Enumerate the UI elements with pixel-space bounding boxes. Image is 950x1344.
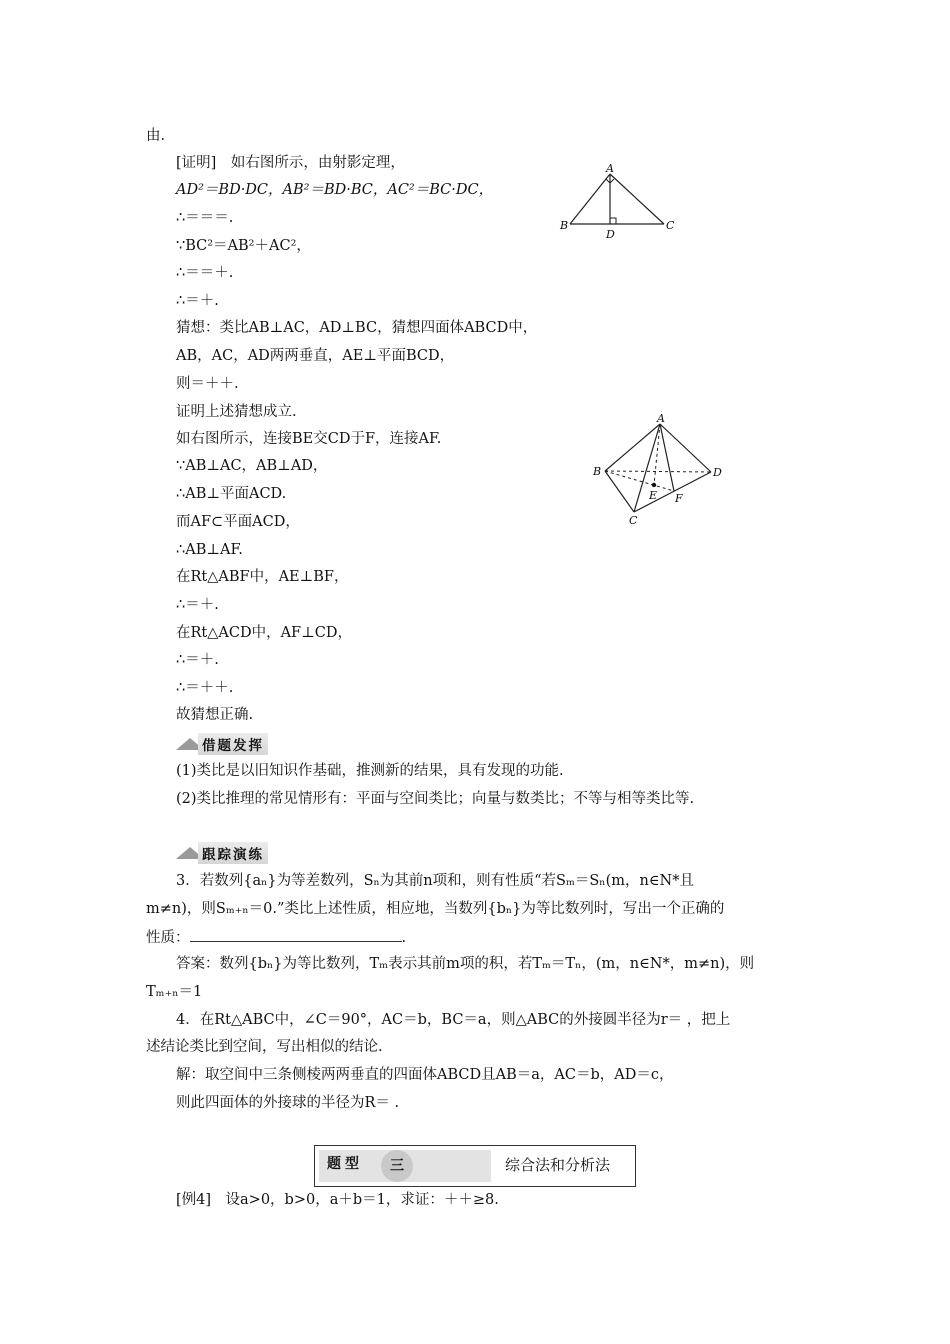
math-line: ∴＝＝＋. [176,265,234,281]
label-C: C [666,219,675,232]
label-B: B [593,465,602,478]
blank-label: 性质： [146,930,190,946]
tetrahedron-figure [585,412,735,530]
math-line: 则＝＋＋. [176,376,239,392]
problem-3-answer-line [146,927,406,948]
section-header-jieti [176,734,268,754]
banner-number: 三 [381,1150,413,1182]
text-line: 故猜想正确. [176,707,254,723]
problem-3-line: 3．若数列{aₙ}为等差数列，Sₙ为其前n项和，则有性质“若Sₘ＝Sₙ(m，n∈N*且 [176,873,694,889]
math-line: ∵AB⊥AC，AB⊥AD， [176,458,328,474]
math-line: AD²＝BD·DC，AB²＝BD·BC，AC²＝BC·DC， [176,182,494,198]
label-D: D [713,466,722,479]
text-line: 猜想：类比AB⊥AC，AD⊥BC，猜想四面体ABCD中， [176,320,538,336]
math-line: ∴＝＋. [176,597,219,613]
problem-4-line: 述结论类比到空间，写出相似的结论. [146,1039,383,1055]
proof-intro: [证明] 如右图所示，由射影定理， [176,155,405,171]
problem-4-line: 4．在Rt△ABC中，∠C＝90°，AC＝b，BC＝a，则△ABC的外接圆半径为r＝ ，把上 [176,1012,731,1028]
solution-line: 则此四面体的外接球的半径为R＝ . [176,1095,400,1111]
question-type-banner [314,1145,636,1187]
label-D: D [606,228,615,241]
label-A: A [606,162,614,175]
solution-line: 解：取空间中三条侧棱两两垂直的四面体ABCD且AB＝a，AC＝b，AD＝c， [176,1067,674,1083]
label-B: B [560,219,569,232]
banner-title: 综合法和分析法 [505,1156,611,1174]
example-4-line: [例4] 设a>0，b>0，a＋b＝1，求证：＋＋≥8. [176,1192,499,1208]
answer-blank [190,927,402,942]
right-triangle-figure [550,162,690,244]
section-header-label: 跟踪演练 [198,842,268,864]
section-header-genzong [176,843,268,863]
math-line: 而AF⊂平面ACD， [176,514,300,530]
problem-3-line: m≠n)，则Sₘ₊ₙ＝0.”类比上述性质，相应地，当数列{bₙ}为等比数列时，写出一个正确的 [146,901,725,917]
math-line: 在Rt△ABF中，AE⊥BF， [176,569,349,585]
section-header-label: 借题发挥 [198,733,268,755]
text-line: 证明上述猜想成立. [176,404,297,420]
banner-label: 题型 [327,1156,363,1172]
text-line: (2)类比推理的常见情形有：平面与空间类比；向量与数类比；不等与相等类比等. [176,791,695,807]
label-A: A [657,412,665,425]
answer-line: Tₘ₊ₙ＝1 [146,984,203,1000]
math-line: ∴＝＋. [176,293,219,309]
answer-line: 答案：数列{bₙ}为等比数列，Tₘ表示其前m项的积，若Tₘ＝Tₙ，(m，n∈N*，m≠n)，则 [176,956,755,972]
label-C: C [629,514,638,527]
text-line: 如右图所示，连接BE交CD于F，连接AF. [176,431,442,447]
math-line: ∴＝＋. [176,652,219,668]
math-line: ∴＝＋＋. [176,680,234,696]
math-line: ∴＝＝＝. [176,210,234,226]
blank-end: . [401,930,407,946]
label-F: F [675,492,683,505]
math-line: 在Rt△ACD中，AF⊥CD， [176,625,352,641]
math-line: ∴AB⊥AF. [176,542,243,558]
text-line: 由． [146,128,175,144]
math-line: ∵BC²＝AB²＋AC²， [176,238,311,254]
text-line: (1)类比是以旧知识作基础，推测新的结果，具有发现的功能. [176,763,564,779]
label-E: E [649,489,658,502]
text-line: AB，AC，AD两两垂直，AE⊥平面BCD， [176,348,455,364]
math-line: ∴AB⊥平面ACD. [176,486,287,502]
